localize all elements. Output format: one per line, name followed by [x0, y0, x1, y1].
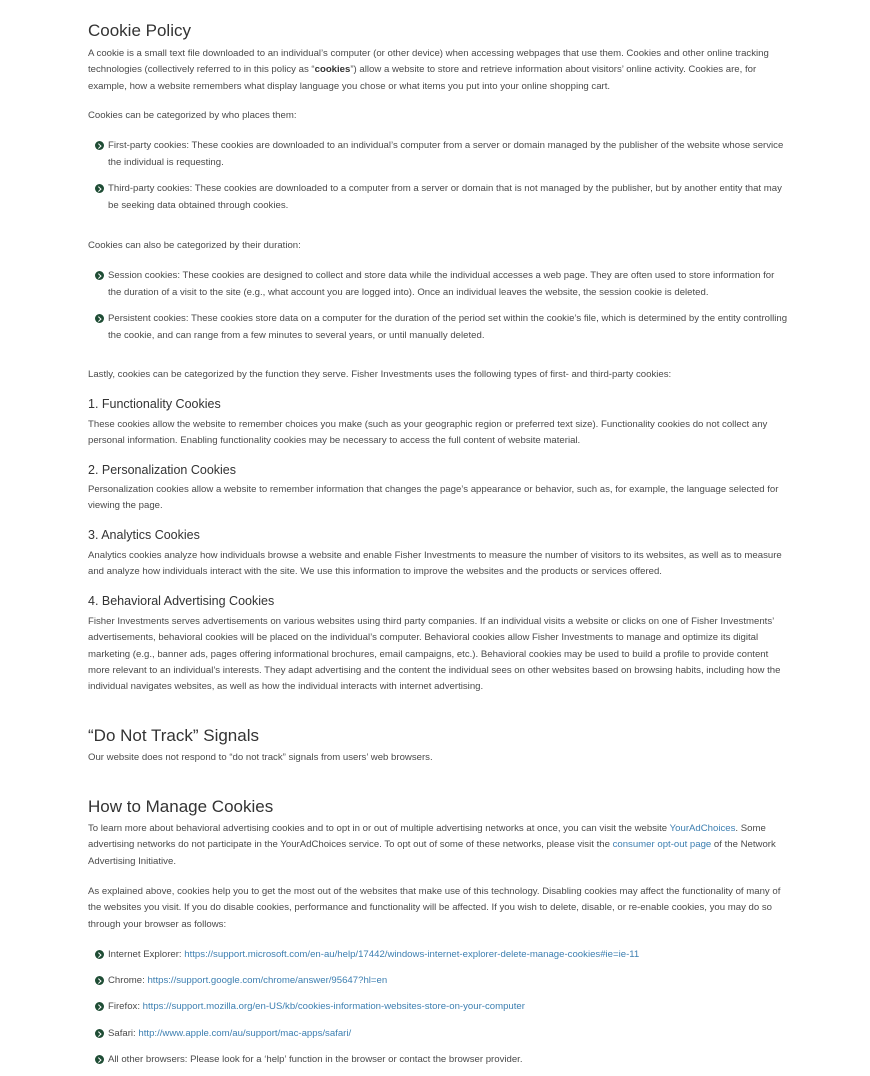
- functionality-cookies-heading: 1. Functionality Cookies: [88, 397, 221, 411]
- manage-text-c: of the Network Advertising Initiative.: [88, 839, 776, 867]
- chevron-right-circle-icon: [95, 1029, 104, 1038]
- dnt-text: Our website does not respond to “do not track” signals from users’ web browsers.: [88, 752, 433, 763]
- analytics-cookies-heading: 3. Analytics Cookies: [88, 528, 200, 542]
- browser-label: Safari:: [108, 1028, 139, 1039]
- analytics-cookies-text: Analytics cookies analyze how individuals browse a website and enable Fisher Investments to measure the number of visitors to its websites, as well as to measure and analyze how individuals interact with the site. We use this information to improve the websites and the products or services offered.: [88, 550, 782, 578]
- by-placer-text: Cookies can be categorized by who places them:: [88, 110, 297, 121]
- chevron-right-circle-icon: [95, 141, 104, 150]
- list-item-persistent: [108, 310, 788, 344]
- list-item-text: Session cookies: These cookies are designed to collect and store data while the individual accesses a web page. They are often used to store information for the duration of a visit to the site (e.g., what account you are logged into). Once an individual leaves the website, the session cookie is deleted.: [108, 270, 775, 298]
- cookie-policy-title: Cookie Policy: [88, 21, 191, 40]
- manage-cookies-title: How to Manage Cookies: [88, 797, 274, 816]
- list-item-text: All other browsers: Please look for a ‘help’ function in the browser or contact the browser provider.: [108, 1054, 523, 1065]
- behavioral-cookies-text: Fisher Investments serves advertisements on various websites using third party companies. If an individual visits a website or clicks on one of Fisher Investments’ advertisements, behavioral cookies will be placed on the individual’s computer. Behavioral cookies allow Fisher Investments to manage and optimize its digital marketing (e.g., banner ads, pages offering informational brochures, email campaigns, etc.). Behavioral cookies may be used to build a profile to provide content more relevant to an individual’s interests. They adapt advertising and the content the individual sees on other websites based on browsing habits, including how the individual navigates websites, as well as how the individual interacts with internet advertising.: [88, 616, 781, 693]
- functionality-cookies-text: These cookies allow the website to remember choices you make (such as your geographic region or preferred text size). Functionality cookies do not collect any personal information. Enabling functionality cookies may be necessary to access the full content of website material.: [88, 419, 768, 447]
- list-item-other-browsers: [108, 1051, 788, 1068]
- chevron-right-circle-icon: [95, 184, 104, 193]
- personalization-cookies-heading: 2. Personalization Cookies: [88, 463, 236, 477]
- list-item-chrome: [108, 972, 788, 989]
- chevron-right-circle-icon: [95, 314, 104, 323]
- list-item-text: First-party cookies: These cookies are downloaded to an individual’s computer from a server or domain managed by the publisher of the website whose service the individual is requesting.: [108, 140, 784, 168]
- list-item-first-party: [108, 137, 788, 171]
- chrome-link[interactable]: https://support.google.com/chrome/answer/95647?hl=en: [147, 975, 388, 986]
- browser-label: Internet Explorer:: [108, 949, 185, 960]
- by-duration-text: Cookies can also be categorized by their duration:: [88, 240, 301, 251]
- youradchoices-link[interactable]: YourAdChoices: [669, 823, 736, 834]
- list-item-safari: [108, 1025, 788, 1042]
- chevron-right-circle-icon: [95, 1055, 104, 1064]
- list-item-firefox: [108, 998, 788, 1015]
- intro-text-1: A cookie is a small text file downloaded to an individual’s computer (or other device) when accessing webpages that use them. Cookies and other online tracking technologies (collectively referred to in this policy as “: [88, 48, 769, 76]
- manage-cookies-paragraph-2: As explained above, cookies help you to get the most out of the websites that make use of this technology. Disabling cookies may affect the functionality of many of the websites you visit. If you do disable cookies, performance and functionality will be affected. If you wish to delete, disable, or re-enable cookies, you may do so through your browser as follows:: [88, 886, 781, 930]
- list-item-internet-explorer: [108, 946, 788, 963]
- chevron-right-circle-icon: [95, 950, 104, 959]
- list-item-session: [108, 267, 788, 301]
- browser-label: Chrome:: [108, 975, 148, 986]
- manage-text-b: . Some advertising networks do not participate in the YourAdChoices service. To opt out of some of these networks, please visit the: [88, 823, 766, 851]
- list-item-third-party: [108, 180, 788, 214]
- by-function-text: Lastly, cookies can be categorized by the function they serve. Fisher Investments uses the following types of first- and third-party cookies:: [88, 369, 672, 380]
- intro-text-2: ”) allow a website to store and retrieve information about visitors’ online activity. Cookies are, for example, how a website remembers what display language you chose or what items you put into your online shopping cart.: [88, 64, 757, 92]
- chevron-right-circle-icon: [95, 976, 104, 985]
- list-item-text: Third-party cookies: These cookies are downloaded to a computer from a server or domain that is not managed by the publisher, but by another entity that may be seeking data obtained through cookies.: [108, 183, 782, 211]
- internet-explorer-link[interactable]: https://support.microsoft.com/en-au/help/17442/windows-internet-explorer-delete-manage-cookies#ie=ie-11: [184, 949, 640, 960]
- browser-label: Firefox:: [108, 1001, 143, 1012]
- manage-cookies-paragraph-1: [88, 821, 788, 870]
- list-item-text: Persistent cookies: These cookies store data on a computer for the duration of the period set within the cookie’s file, which is determined by the entity controlling the cookie, and can range from a few minutes to several years, or until manually deleted.: [108, 313, 788, 341]
- firefox-link[interactable]: https://support.mozilla.org/en-US/kb/cookies-information-websites-store-on-your-computer: [142, 1001, 525, 1012]
- intro-bold-term: cookies: [314, 64, 351, 76]
- chevron-right-circle-icon: [95, 1002, 104, 1011]
- dnt-title: “Do Not Track” Signals: [88, 726, 259, 745]
- consumer-opt-out-link[interactable]: consumer opt-out page: [612, 839, 712, 851]
- behavioral-cookies-heading: 4. Behavioral Advertising Cookies: [88, 594, 275, 608]
- personalization-cookies-text: Personalization cookies allow a website to remember information that changes the page’s appearance or behavior, such as, for example, the language selected for viewing the page.: [88, 484, 779, 512]
- safari-link[interactable]: http://www.apple.com/au/support/mac-apps/safari/: [138, 1028, 352, 1039]
- cookie-policy-intro: [88, 46, 788, 95]
- chevron-right-circle-icon: [95, 271, 104, 280]
- manage-text-a: To learn more about behavioral advertising cookies and to opt in or out of multiple advertising networks at once, you can visit the website: [88, 823, 670, 834]
